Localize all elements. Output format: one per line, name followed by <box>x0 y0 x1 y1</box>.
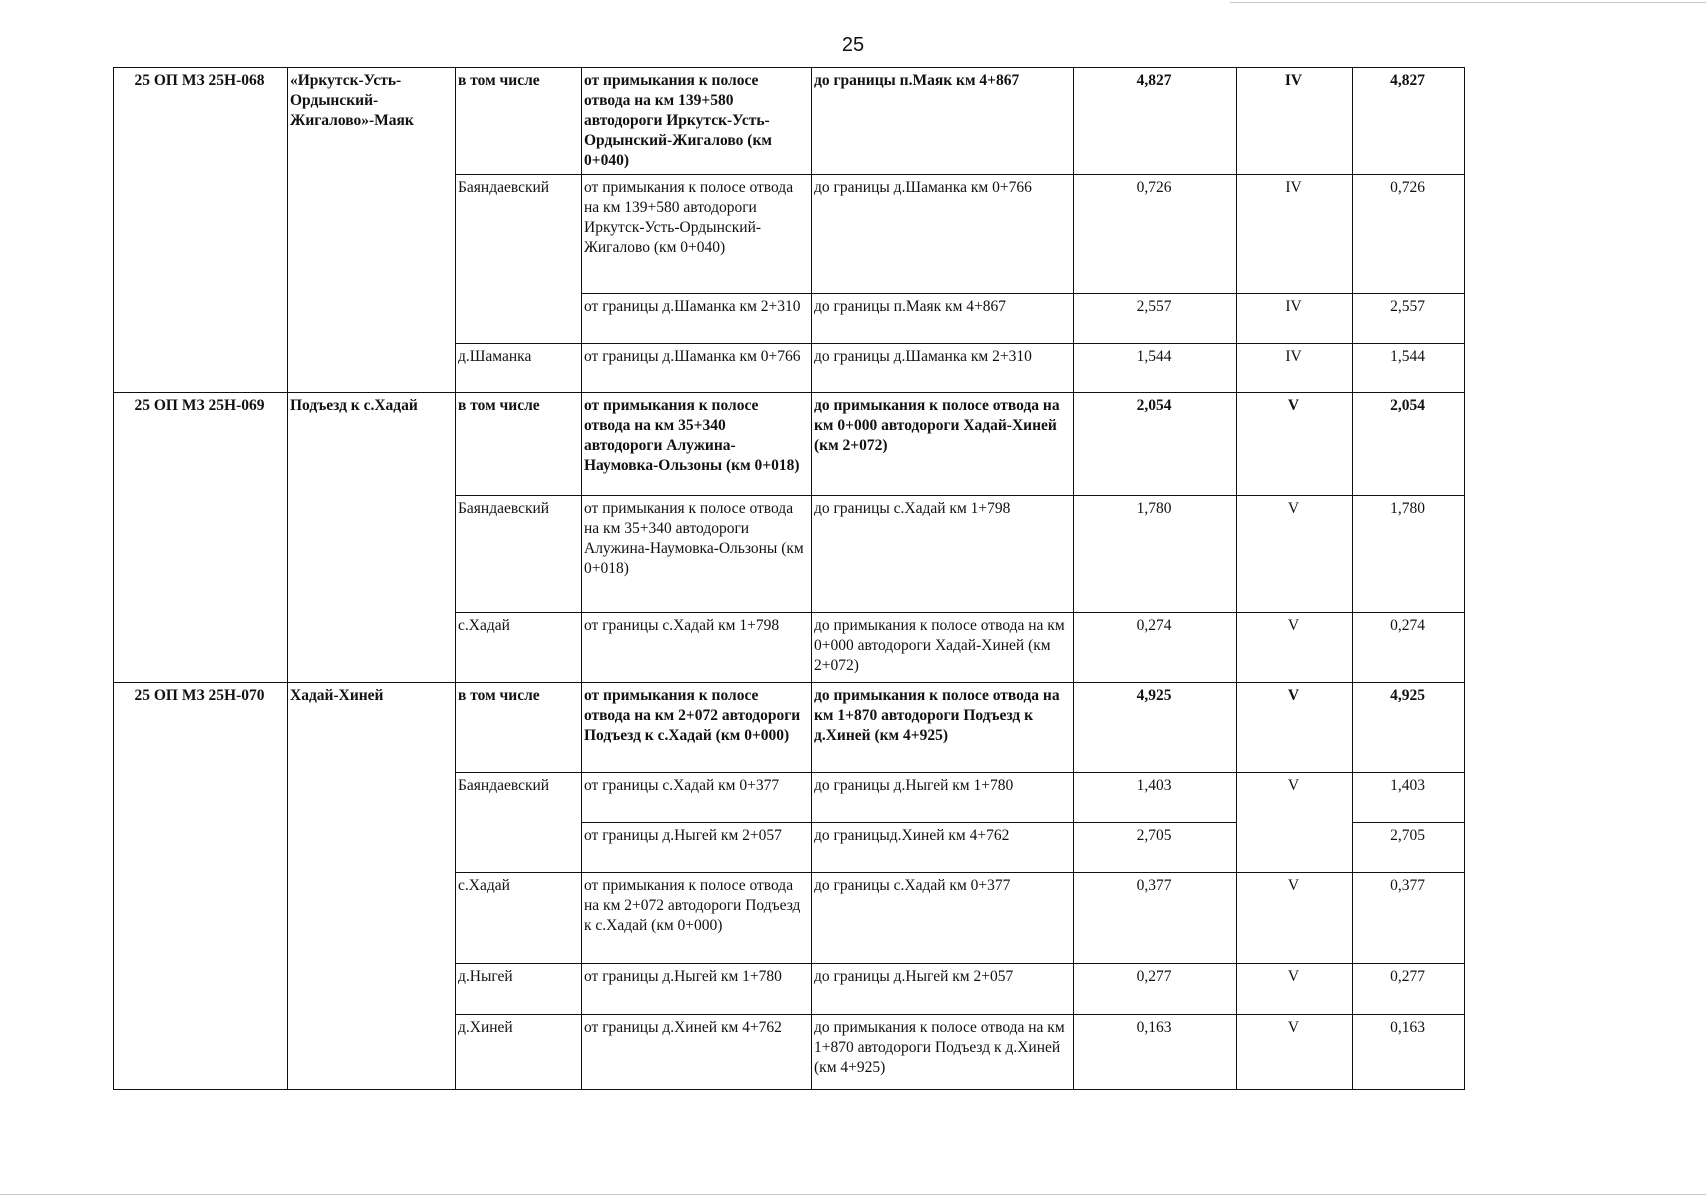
table-row <box>114 68 1465 175</box>
to-cell: до границыд.Хиней км 4+762 <box>812 823 1074 873</box>
district-cell: с.Хадай <box>456 873 582 963</box>
to-cell: до границы п.Маяк км 4+867 <box>812 293 1074 343</box>
length-cell: 0,726 <box>1074 175 1237 293</box>
total-cell: 0,377 <box>1353 873 1465 963</box>
length-cell: 1,403 <box>1074 773 1237 823</box>
from-cell: от границы д.Ныгей км 1+780 <box>582 963 812 1014</box>
district-cell: Баяндаевский <box>456 496 582 612</box>
table-row <box>114 392 1465 495</box>
roads-table <box>113 67 1465 1090</box>
category-cell: IV <box>1237 68 1353 175</box>
from-cell: от границы д.Хиней км 4+762 <box>582 1014 812 1089</box>
district-cell: в том числе <box>456 682 582 772</box>
from-cell: от примыкания к полосе отвода на км 35+340 автодороги Алужина-Наумовка-Ользоны (км 0+018) <box>582 392 812 495</box>
to-cell: до границы п.Маяк км 4+867 <box>812 68 1074 175</box>
from-cell: от границы д.Шаманка км 2+310 <box>582 293 812 343</box>
length-cell: 4,827 <box>1074 68 1237 175</box>
to-cell: до границы с.Хадай км 0+377 <box>812 873 1074 963</box>
total-cell: 1,780 <box>1353 496 1465 612</box>
to-cell: до границы д.Шаманка км 0+766 <box>812 175 1074 293</box>
scan-edge-bottom <box>0 1194 1706 1195</box>
length-cell: 1,544 <box>1074 343 1237 392</box>
from-cell: от границы с.Хадай км 0+377 <box>582 773 812 823</box>
total-cell: 2,557 <box>1353 293 1465 343</box>
page-number: 25 <box>841 34 865 56</box>
category-cell: V <box>1237 873 1353 963</box>
from-cell: от примыкания к полосе отвода на км 35+340 автодороги Алужина-Наумовка-Ользоны (км 0+018) <box>582 496 812 612</box>
from-cell: от примыкания к полосе отвода на км 139+580 автодороги Иркутск-Усть-Ордынский-Жигалово (км 0+040) <box>582 175 812 293</box>
category-cell: V <box>1237 392 1353 495</box>
total-cell: 1,544 <box>1353 343 1465 392</box>
district-cell: д.Шаманка <box>456 343 582 392</box>
from-cell: от примыкания к полосе отвода на км 139+580 автодороги Иркутск-Усть-Ордынский-Жигалово (км 0+040) <box>582 68 812 175</box>
district-cell: Баяндаевский <box>456 773 582 873</box>
scan-edge-top <box>1230 2 1706 3</box>
total-cell: 2,054 <box>1353 392 1465 495</box>
category-cell: IV <box>1237 175 1353 293</box>
from-cell: от примыкания к полосе отвода на км 2+072 автодороги Подъезд к с.Хадай (км 0+000) <box>582 873 812 963</box>
district-cell: д.Хиней <box>456 1014 582 1089</box>
category-cell: V <box>1237 1014 1353 1089</box>
total-cell: 4,827 <box>1353 68 1465 175</box>
category-cell: V <box>1237 963 1353 1014</box>
category-cell: IV <box>1237 343 1353 392</box>
road-code: 25 ОП МЗ 25Н-070 <box>114 682 288 1089</box>
category-cell: V <box>1237 612 1353 682</box>
length-cell: 4,925 <box>1074 682 1237 772</box>
to-cell: до примыкания к полосе отвода на км 0+000 автодороги Хадай-Хиней (км 2+072) <box>812 392 1074 495</box>
district-cell: с.Хадай <box>456 612 582 682</box>
category-cell: IV <box>1237 293 1353 343</box>
to-cell: до границы с.Хадай км 1+798 <box>812 496 1074 612</box>
total-cell: 0,726 <box>1353 175 1465 293</box>
length-cell: 0,277 <box>1074 963 1237 1014</box>
to-cell: до границы д.Шаманка км 2+310 <box>812 343 1074 392</box>
total-cell: 4,925 <box>1353 682 1465 772</box>
length-cell: 1,780 <box>1074 496 1237 612</box>
to-cell: до границы д.Ныгей км 2+057 <box>812 963 1074 1014</box>
road-code: 25 ОП МЗ 25Н-068 <box>114 68 288 393</box>
total-cell: 2,705 <box>1353 823 1465 873</box>
category-cell: V <box>1237 496 1353 612</box>
length-cell: 2,054 <box>1074 392 1237 495</box>
total-cell: 0,274 <box>1353 612 1465 682</box>
from-cell: от границы д.Ныгей км 2+057 <box>582 823 812 873</box>
length-cell: 0,274 <box>1074 612 1237 682</box>
length-cell: 2,557 <box>1074 293 1237 343</box>
district-cell: в том числе <box>456 68 582 175</box>
to-cell: до примыкания к полосе отвода на км 1+870 автодороги Подъезд к д.Хиней (км 4+925) <box>812 682 1074 772</box>
length-cell: 0,163 <box>1074 1014 1237 1089</box>
to-cell: до примыкания к полосе отвода на км 0+000 автодороги Хадай-Хиней (км 2+072) <box>812 612 1074 682</box>
road-name: «Иркутск-Усть-Ордынский-Жигалово»-Маяк <box>288 68 456 393</box>
road-name: Подъезд к с.Хадай <box>288 392 456 682</box>
road-name: Хадай-Хиней <box>288 682 456 1089</box>
to-cell: до границы д.Ныгей км 1+780 <box>812 773 1074 823</box>
from-cell: от примыкания к полосе отвода на км 2+072 автодороги Подъезд к с.Хадай (км 0+000) <box>582 682 812 772</box>
district-cell: Баяндаевский <box>456 175 582 343</box>
from-cell: от границы с.Хадай км 1+798 <box>582 612 812 682</box>
category-cell: V <box>1237 773 1353 873</box>
length-cell: 2,705 <box>1074 823 1237 873</box>
total-cell: 1,403 <box>1353 773 1465 823</box>
category-cell: V <box>1237 682 1353 772</box>
from-cell: от границы д.Шаманка км 0+766 <box>582 343 812 392</box>
district-cell: в том числе <box>456 392 582 495</box>
to-cell: до примыкания к полосе отвода на км 1+870 автодороги Подъезд к д.Хиней (км 4+925) <box>812 1014 1074 1089</box>
table-row <box>114 682 1465 772</box>
total-cell: 0,277 <box>1353 963 1465 1014</box>
road-code: 25 ОП МЗ 25Н-069 <box>114 392 288 682</box>
length-cell: 0,377 <box>1074 873 1237 963</box>
district-cell: д.Ныгей <box>456 963 582 1014</box>
total-cell: 0,163 <box>1353 1014 1465 1089</box>
